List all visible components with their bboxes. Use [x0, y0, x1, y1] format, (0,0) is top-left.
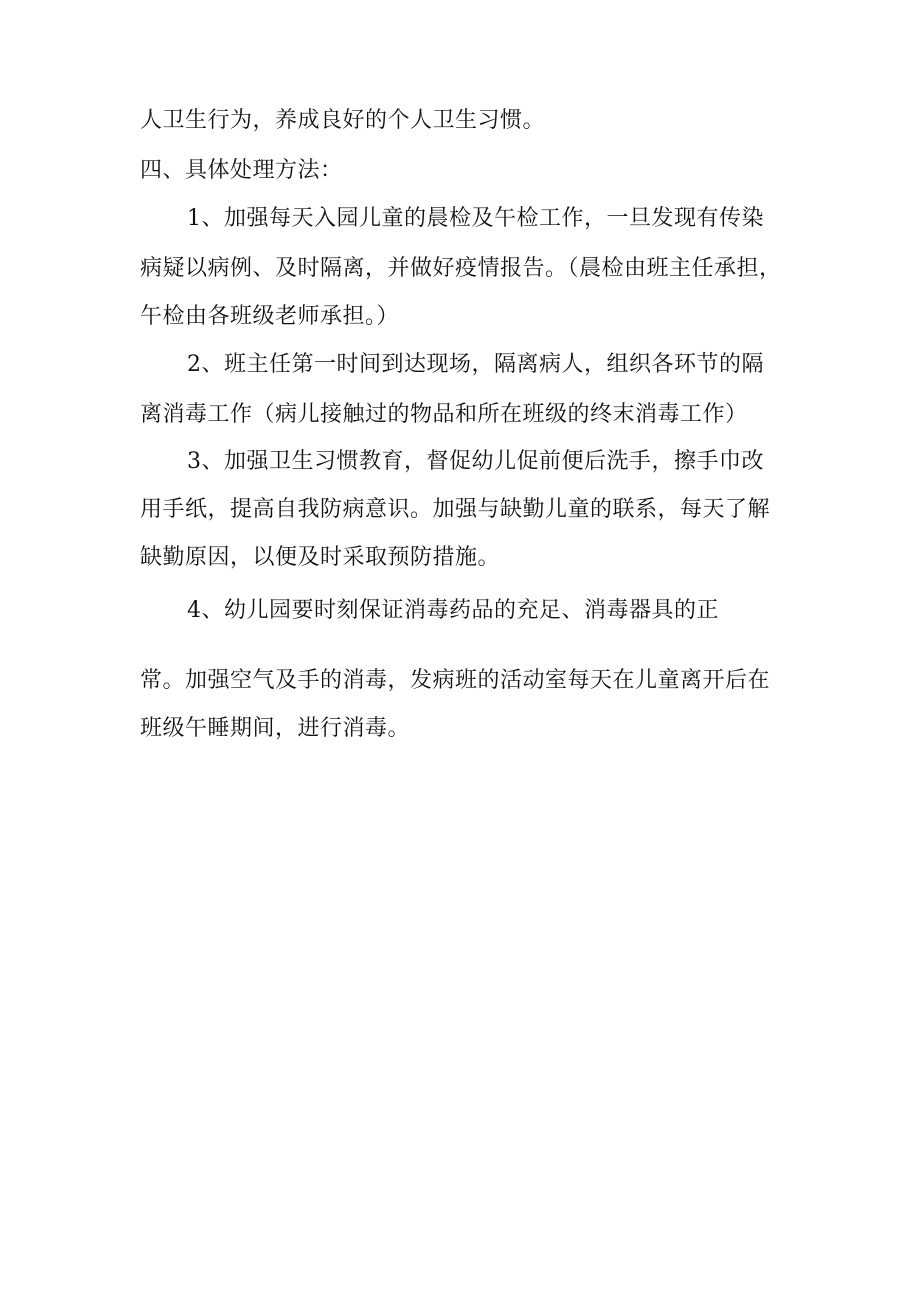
text-line-10: 缺勤原因，以便及时采取预防措施。	[140, 545, 501, 570]
text-line-9: 用手纸，提高自我防病意识。加强与缺勤儿童的联系，每天了解	[140, 497, 771, 522]
text-line-5: 午检由各班级老师承担。）	[140, 304, 400, 329]
text-line-4: 病疑以病例、及时隔离，并做好疫情报告。（晨检由班主任承担，	[140, 256, 782, 281]
text-line-1: 人卫生行为，养成良好的个人卫生习惯。	[140, 108, 546, 133]
section-heading: 四、具体处理方法：	[140, 158, 343, 183]
text-line-13: 班级午睡期间，进行消毒。	[140, 716, 411, 741]
text-line-7: 离消毒工作（病儿接触过的物品和所在班级的终末消毒工作）	[140, 402, 748, 427]
text-line-6: 2、班主任第一时间到达现场，隔离病人，组织各环节的隔	[187, 352, 764, 377]
text-line-12: 常。加强空气及手的消毒，发病班的活动室每天在儿童离开后在	[140, 668, 771, 693]
text-line-3: 1、加强每天入园儿童的晨检及午检工作，一旦发现有传染	[187, 206, 764, 231]
text-line-8: 3、加强卫生习惯教育，督促幼儿促前便后洗手，擦手巾改	[187, 449, 764, 474]
text-line-11: 4、幼儿园要时刻保证消毒药品的充足、消毒器具的正	[187, 598, 719, 623]
